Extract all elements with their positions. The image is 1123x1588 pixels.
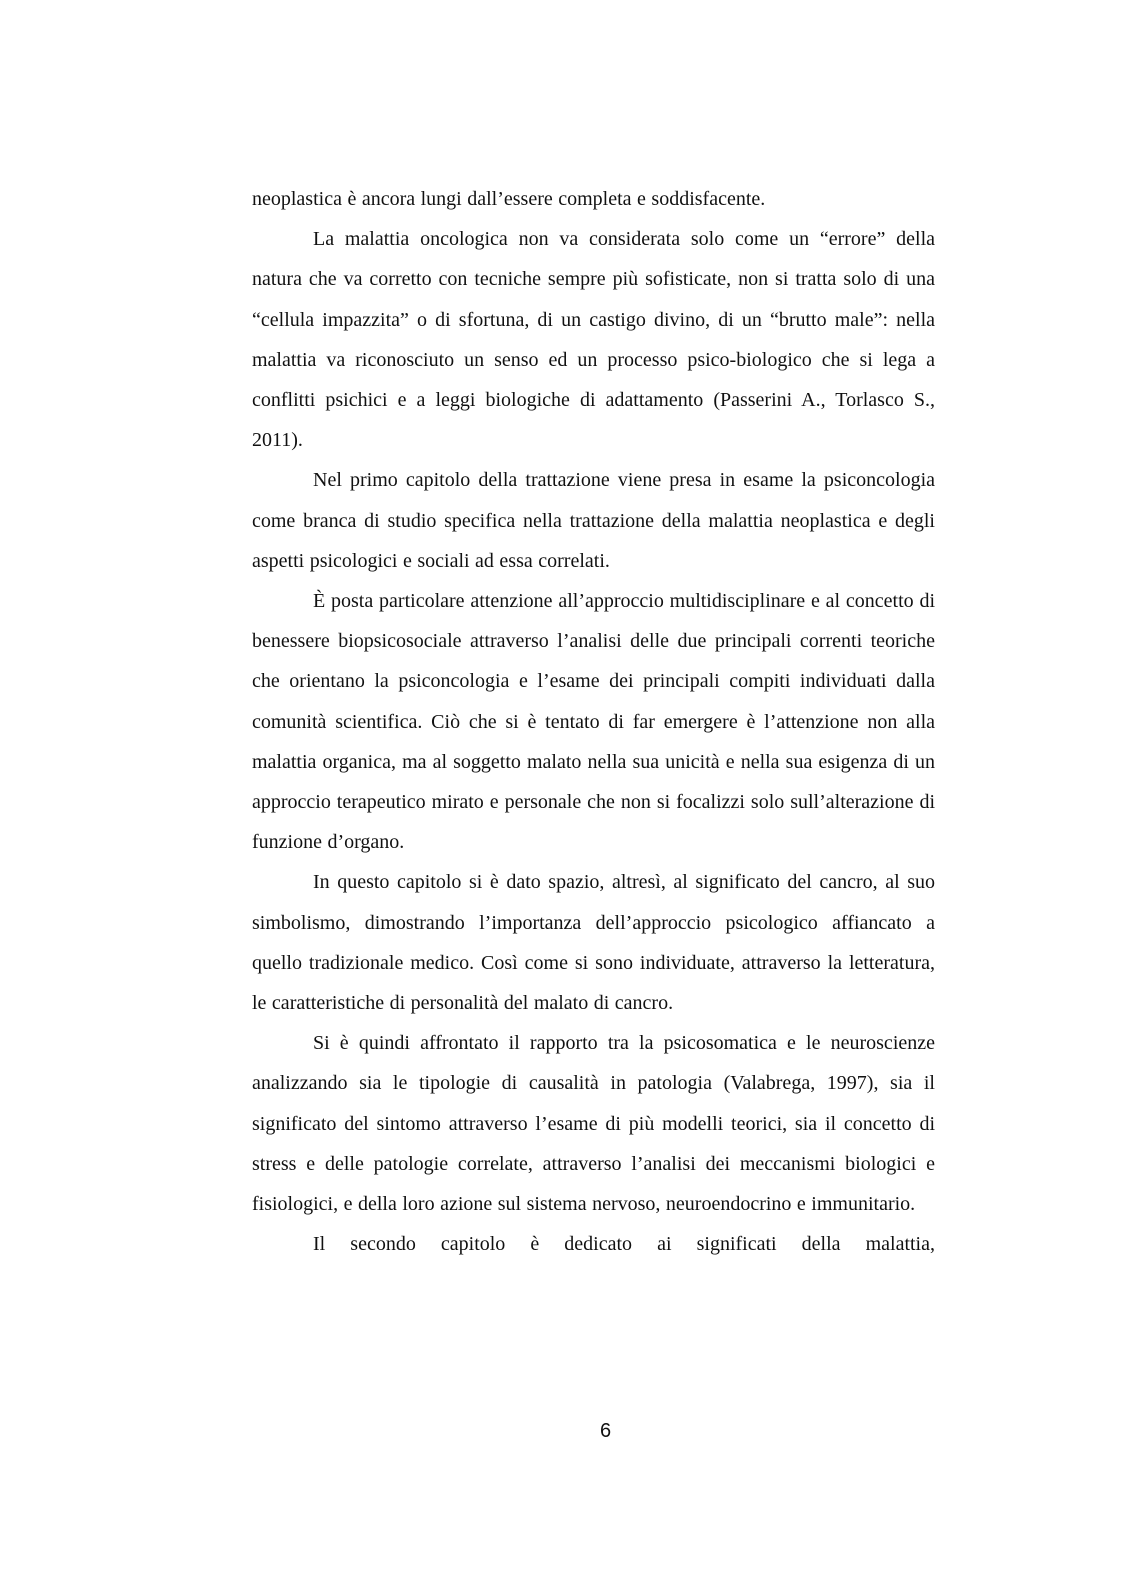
paragraph-continuation: neoplastica è ancora lungi dall’essere completa e soddisfacente. [252,188,766,210]
paragraph-second-chapter: Il secondo capitolo è dedicato ai significati della malattia, [313,1233,935,1256]
paragraph-psychosomatics: Si è quindi affrontato il rapporto tra la psicosomatica e le neuroscienze analizzando sia le tipologie di causalità in patologia (Valabrega, 1997), sia il significato del sintomo attraverso l’esame di più modelli teorici, sia il concetto di stress e delle patologie correlate, attraverso l’analisi dei meccanismi biologici e fisiologici, e della loro azione sul sistema nervoso, neuroendocrino e immunitario. [252,1032,935,1216]
paragraph-multidisciplinary-approach: È posta particolare attenzione all’approccio multidisciplinare e al concetto di benessere biopsicosociale attraverso l’analisi delle due principali correnti teoriche che orientano la psiconcologia e l’esame dei principali compiti individuati dalla comunità scientifica. Ciò che si è tentato di far emergere è l’attenzione non alla malattia organica, ma al soggetto malato nella sua unicità e nella sua esigenza di un approccio terapeutico mirato e personale che non si focalizzi solo sull’alterazione di funzione d’organo. [252,590,935,854]
paragraph-first-chapter: Nel primo capitolo della trattazione viene presa in esame la psiconcologia come branca di studio specifica nella trattazione della malattia neoplastica e degli aspetti psicologici e sociali ad essa correlati. [252,469,935,572]
body-text [252,179,935,1264]
page-number: 6 [600,1420,612,1442]
paragraph-oncologic-disease: La malattia oncologica non va considerata solo come un “errore” della natura che va corretto con tecniche sempre più sofisticate, non si tratta solo di una “cellula impazzita” o di sfortuna, di un castigo divino, di un “brutto male”: nella malattia va riconosciuto un senso ed un processo psico-biologico che si lega a conflitti psichici e a leggi biologiche di adattamento (Passerini A., Torlasco S., 2011). [252,228,935,452]
paragraph-cancer-meaning: In questo capitolo si è dato spazio, altresì, al significato del cancro, al suo simbolismo, dimostrando l’importanza dell’approccio psicologico affiancato a quello tradizionale medico. Così come si sono individuate, attraverso la letteratura, le caratteristiche di personalità del malato di cancro. [252,871,935,1015]
